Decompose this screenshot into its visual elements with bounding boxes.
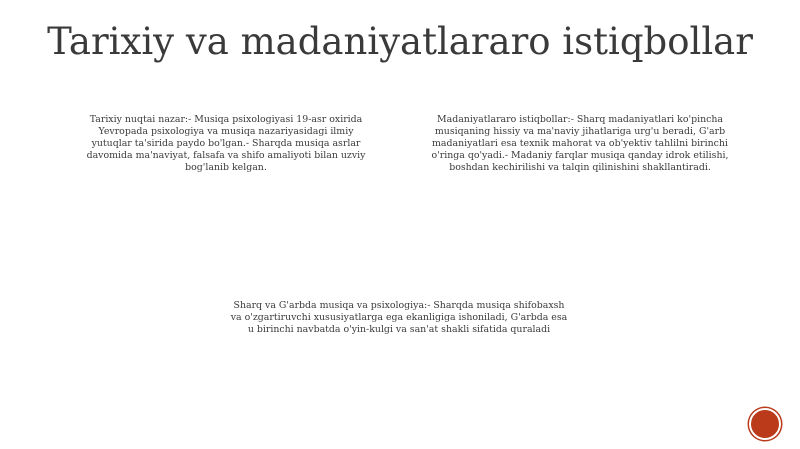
- historical-perspective-text: Tarixiy nuqtai nazar:- Musiqa psixologiyasi 19-asr oxirida Yevropada psixologiya va musiqa nazariyasidagi ilmiy yutuqlar ta'sirida paydo bo'lgan.- Sharqda musiqa asrlar davomida ma'naviyat, falsafa va shifo amaliyoti bilan uzviy bog'lanib kelgan.: [86, 114, 366, 173]
- east-west-music-text: Sharq va G'arbda musiqa va psixologiya:- Sharqda musiqa shifobaxsh va o'zgartiruvchi xususiyatlarga ega ekanligiga ishoniladi, G'arbda esa u birinchi navbatda o'yin-kulgi va san'at shakli sifatida quraladi: [230, 300, 568, 335]
- intercultural-perspective-text: Madaniyatlararo istiqbollar:- Sharq madaniyatlari ko'pincha musiqaning hissiy va ma'naviy jihatlariga urg'u beradi, G'arb madaniyatlari esa texnik mahorat va ob'yektiv tahlilni birinchi o'ringa qo'yadi.- Madaniy farqlar musiqa qanday idrok etilishi, boshdan kechirilishi va talqin qilinishini shakllantiradi.: [431, 114, 729, 173]
- slide-title: Tarixiy va madaniyatlararo istiqbollar: [47, 20, 753, 63]
- red-circle-button[interactable]: [749, 408, 781, 440]
